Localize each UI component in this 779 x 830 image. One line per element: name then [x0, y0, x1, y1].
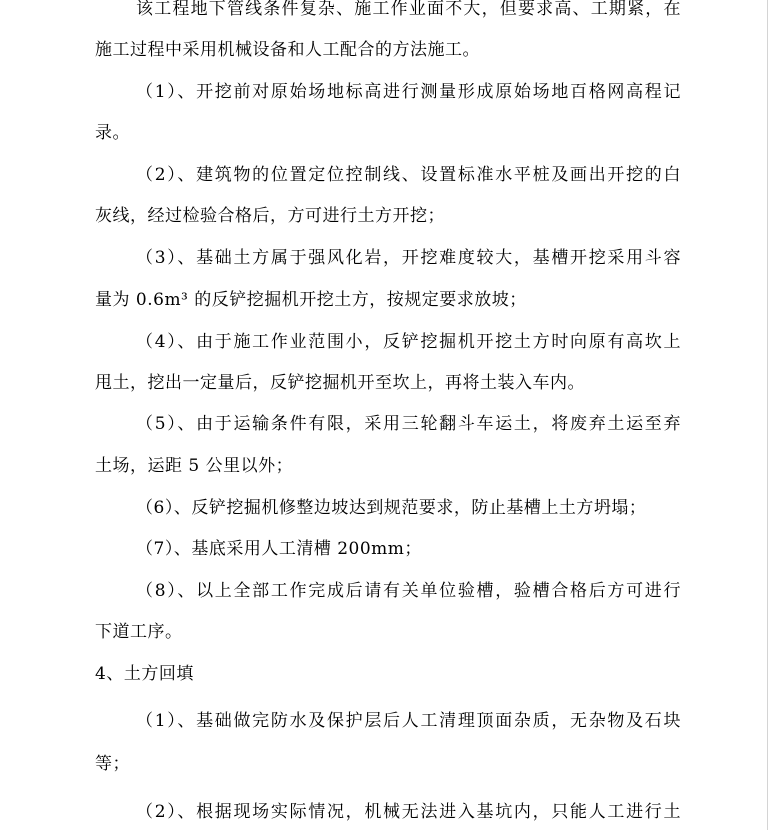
- text-line: （8）、以上全部工作完成后请有关单位验槽，验槽合格后方可进行: [136, 581, 681, 601]
- text-line: （7）、基底采用人工清槽 200mm；: [136, 539, 422, 559]
- text-line: 施工过程中采用机械设备和人工配合的方法施工。: [95, 40, 480, 60]
- text-line: （2）、建筑物的位置定位控制线、设置标准水平桩及画出开挖的白: [136, 165, 681, 185]
- text-line: 下道工序。: [95, 622, 183, 642]
- text-line: （1）、基础做完防水及保护层后人工清理顶面杂质，无杂物及石块: [136, 711, 681, 731]
- text-line: 量为 0.6m³ 的反铲挖掘机开挖土方，按规定要求放坡；: [95, 290, 527, 310]
- text-line: 土场，运距 5 公里以外；: [95, 456, 294, 476]
- text-line: （6）、反铲挖掘机修整边坡达到规范要求，防止基槽上土方坍塌；: [136, 498, 647, 518]
- text-line: （2）、根据现场实际情况，机械无法进入基坑内，只能人工进行土: [136, 802, 681, 822]
- text-line: 甩土，挖出一定量后，反铲挖掘机开至坎上，再将土装入车内。: [95, 373, 585, 393]
- text-line: （1）、开挖前对原始场地标高进行测量形成原始场地百格网高程记: [136, 82, 681, 102]
- text-line: （5）、由于运输条件有限，采用三轮翻斗车运土，将废弃土运至弃: [136, 414, 681, 434]
- text-line: （4）、由于施工作业范围小，反铲挖掘机开挖土方时向原有高坎上: [136, 332, 681, 352]
- section-heading: 4、土方回填: [95, 664, 194, 684]
- page-edge-divider: [767, 0, 768, 830]
- text-line: 该工程地下管线条件复杂、施工作业面不大，但要求高、工期紧，在: [136, 0, 681, 19]
- text-line: 等；: [95, 754, 130, 774]
- text-line: 灰线，经过检验合格后，方可进行土方开挖；: [95, 206, 445, 226]
- text-line: 录。: [95, 123, 130, 143]
- text-line: （3）、基础土方属于强风化岩，开挖难度较大，基槽开挖采用斗容: [136, 248, 681, 268]
